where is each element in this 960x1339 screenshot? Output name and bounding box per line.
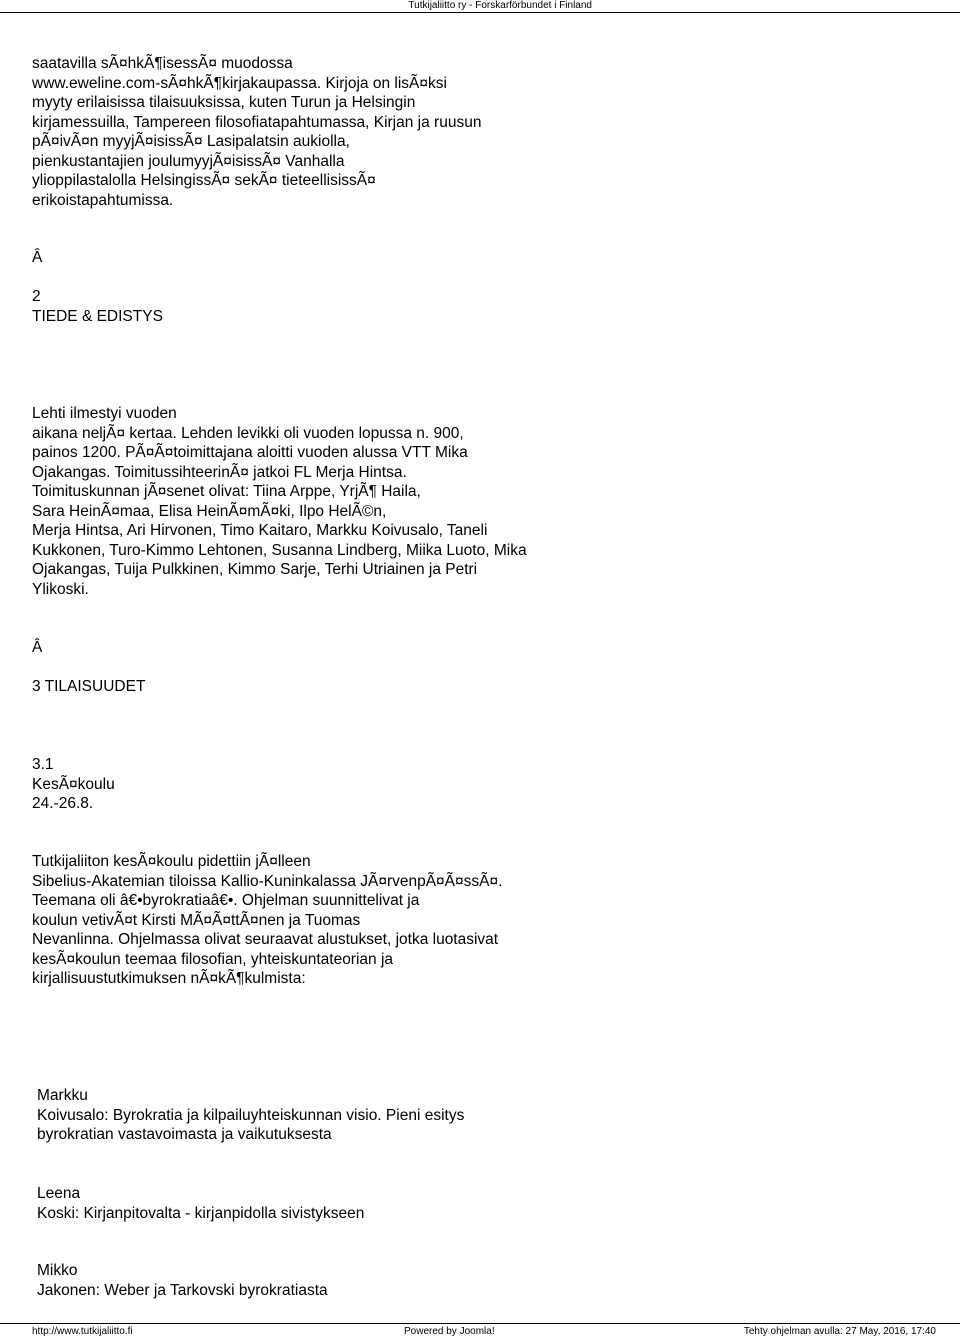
text-line: Lehti ilmestyi vuoden xyxy=(32,405,177,422)
talk-line: Koivusalo: Byrokratia ja kilpailuyhteiskunnan visio. Pieni esitys xyxy=(37,1106,465,1124)
text-line: aikana neljÃ¤ kertaa. Lehden levikki oli vuoden lopussa n. 900, xyxy=(32,424,464,442)
text-line: Tutkijaliiton kesÃ¤koulu pidettiin jÃ¤lleen xyxy=(32,853,311,870)
talk-line: byrokratian vastavoimasta ja vaikutuksesta xyxy=(37,1126,332,1143)
text-line: kesÃ¤koulun teemaa filosofian, yhteiskuntateorian ja xyxy=(32,950,394,968)
text-line: Nevanlinna. Ohjelmassa olivat seuraavat alustukset, jotka luotasivat xyxy=(32,931,499,948)
page-header xyxy=(0,0,960,13)
text-line: Kukkonen, Turo-Kimmo Lehtonen, Susanna Lindberg, Miika Luoto, Mika xyxy=(32,541,527,559)
talk-line: Mikko xyxy=(37,1262,78,1279)
talk-entry xyxy=(37,1184,364,1223)
text-line: Sibelius-Akatemian tiloissa Kallio-Kuninkalassa JÃ¤rvenpÃ¤Ã¤ssÃ¤. xyxy=(32,872,503,890)
site-title: Tutkijaliitto ry - Forskarförbundet i Finland xyxy=(408,0,592,11)
text-line: Merja Hintsa, Ari Hirvonen, Timo Kaitaro, Markku Koivusalo, Taneli xyxy=(32,522,488,539)
intro-paragraph xyxy=(32,54,481,210)
text-line: ylioppilastalolla HelsingissÃ¤ sekÃ¤ tieteellisissÃ¤ xyxy=(32,172,376,189)
footer-powered: Powered by Joomla! xyxy=(404,1326,495,1337)
talk-line: Markku xyxy=(37,1087,88,1104)
text-line: Toimituskunnan jÃ¤senet olivat: Tiina Arppe, YrjÃ¶ Haila, xyxy=(32,483,421,500)
talk-line: Koski: Kirjanpitovalta - kirjanpidolla sivistykseen xyxy=(37,1204,365,1222)
text-line: erikoistapahtumissa. xyxy=(32,191,174,209)
text-line: myyty erilaisissa tilaisuuksissa, kuten Turun ja Helsingin xyxy=(32,94,416,111)
text-line: painos 1200. PÃ¤Ã¤toimittajana aloitti vuoden alussa VTT Mika xyxy=(32,444,468,461)
spacer-char: Â xyxy=(32,639,43,656)
text-line: Teemana oli â€•byrokratiaâ€•. Ohjelman suunnittelivat ja xyxy=(32,892,420,909)
talk-line: Leena xyxy=(37,1185,81,1202)
spacer-char: Â xyxy=(32,249,43,266)
footer-generated: Tehty ohjelman avulla: 27 May, 2016, 17:40 xyxy=(743,1326,936,1337)
section2-paragraph xyxy=(32,404,527,599)
talk-entry xyxy=(37,1261,328,1300)
text-line: pienkustantajien joulumyyjÃ¤isissÃ¤ Vanhalla xyxy=(32,152,345,170)
talk-line: Jakonen: Weber ja Tarkovski byrokratiasta xyxy=(37,1281,328,1299)
text-line: Ojakangas. ToimitussihteerinÃ¤ jatkoi FL Merja Hintsa. xyxy=(32,463,407,481)
text-line: Sara HeinÃ¤maa, Elisa HeinÃ¤mÃ¤ki, Ilpo HelÃ©n, xyxy=(32,502,387,520)
subsection-date: 24.-26.8. xyxy=(32,795,94,812)
section-title: TIEDE & EDISTYS xyxy=(32,308,163,325)
section-heading: 3 TILAISUUDET xyxy=(32,678,146,695)
text-line: pÃ¤ivÃ¤n myyjÃ¤isissÃ¤ Lasipalatsin aukiolla, xyxy=(32,133,350,150)
subsection-title: KesÃ¤koulu xyxy=(32,775,115,793)
subsection-number: 3.1 xyxy=(32,756,54,773)
page-footer xyxy=(0,1323,960,1339)
text-line: Ojakangas, Tuija Pulkkinen, Kimmo Sarje, Terhi Utriainen ja Petri xyxy=(32,561,478,578)
section3-paragraph xyxy=(32,852,502,989)
text-line: www.eweline.com-sÃ¤hkÃ¶kirjakaupassa. Kirjoja on lisÃ¤ksi xyxy=(32,74,447,92)
footer-url[interactable]: http://www.tutkijaliitto.fi xyxy=(32,1326,133,1337)
text-line: kirjallisuustutkimuksen nÃ¤kÃ¶kulmista: xyxy=(32,970,306,987)
talk-entry xyxy=(37,1086,464,1145)
text-line: Ylikoski. xyxy=(32,580,89,598)
subsection-header xyxy=(32,755,115,814)
text-line: saatavilla sÃ¤hkÃ¶isessÃ¤ muodossa xyxy=(32,55,293,72)
text-line: kirjamessuilla, Tampereen filosofiatapahtumassa, Kirjan ja ruusun xyxy=(32,113,482,131)
section-number: 2 xyxy=(32,288,41,305)
text-line: koulun vetivÃ¤t Kirsti MÃ¤Ã¤ttÃ¤nen ja Tuomas xyxy=(32,911,361,929)
